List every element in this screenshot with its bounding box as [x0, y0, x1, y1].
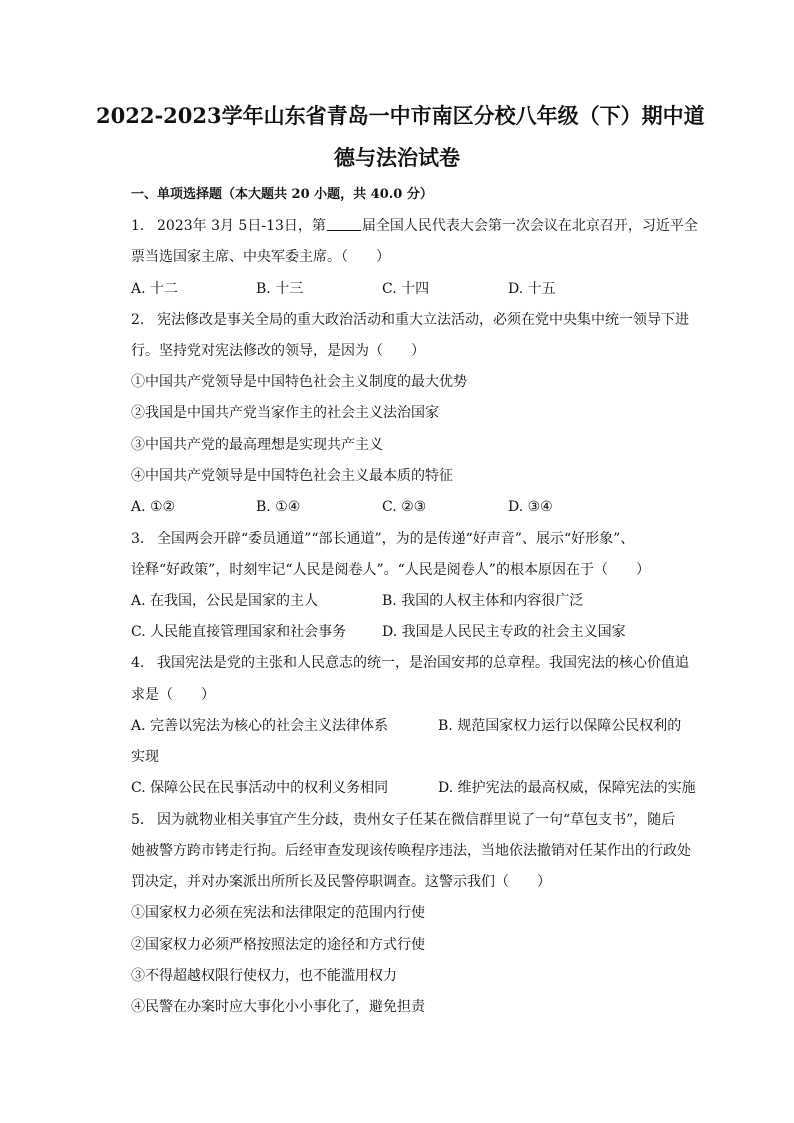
question-4-option-c: C. 保障公民在民事活动中的权利义务相同 [131, 780, 389, 796]
question-4-line-2: 求是（ ） [131, 687, 215, 703]
question-3-line-2: 诠释“好政策”，时刻牢记“人民是阅卷人”。“人民是阅卷人”的根本原因在于（ ） [131, 562, 650, 578]
question-3-line-1 [131, 530, 634, 548]
question-4-option-a: A. 完善以宪法为核心的社会主义法律体系 [131, 718, 389, 734]
question-1-option-d: D. 十五 [508, 281, 556, 297]
question-2-option-b: B. ①④ [256, 499, 301, 515]
question-1-line-2: 票当选国家主席、中央军委主席。（ ） [131, 249, 390, 265]
question-3-option-b: B. 我国的人权主体和内容很广泛 [382, 593, 584, 609]
section-heading: 一、单项选择题（本大题共 20 小题，共 40.0 分） [131, 187, 433, 202]
question-1-stem-part-2: 届全国人民代表大会第一次会议在北京召开，习近平全 [361, 218, 698, 234]
question-1-number: 1. [131, 218, 145, 234]
question-5-stem-part-1: 因为就物业相关事宜产生分歧，贵州女子任某在微信群里说了一句“草包支书”，随后 [157, 812, 676, 828]
question-3-option-a: A. 在我国，公民是国家的主人 [131, 593, 319, 609]
exam-title-line2: 德与法治试卷 [334, 145, 460, 170]
question-3-option-d: D. 我国是人民民主专政的社会主义国家 [382, 624, 626, 640]
question-1-option-a: A. 十二 [131, 281, 179, 297]
question-2-item-1: ①中国共产党领导是中国特色社会主义制度的最大优势 [131, 374, 467, 390]
answer-blank [327, 217, 361, 231]
question-5-line-2: 她被警方跨市铐走行拘。后经审查发现该传唤程序违法，当地依法撤销对任某作出的行政处 [131, 843, 691, 859]
question-1-stem-part-1: 2023年 3月 5日-13日，第 [157, 218, 326, 234]
question-2-line-2: 行。坚持党对宪法修改的领导，是因为（ ） [131, 343, 425, 359]
question-2-stem-part-1: 宪法修改是事关全局的重大政治活动和重大立法活动，必须在党中央集中统一领导下进 [157, 312, 689, 328]
question-2-option-a: A. ①② [131, 499, 176, 515]
question-3-number: 3. [131, 531, 145, 547]
question-1-line-1 [131, 217, 698, 235]
question-2-option-c: C. ②③ [382, 499, 427, 515]
question-2-number: 2. [131, 312, 145, 328]
question-1-option-b: B. 十三 [256, 281, 304, 297]
question-4-option-b: B. 规范国家权力运行以保障公民权利的 [438, 718, 682, 734]
question-5-line-1 [131, 811, 675, 829]
question-3-option-c: C. 人民能直接管理国家和社会事务 [131, 624, 347, 640]
question-5-number: 5. [131, 812, 145, 828]
question-2-line-1 [131, 311, 689, 329]
question-4-stem-part-1: 我国宪法是党的主张和人民意志的统一，是治国安邦的总章程。我国宪法的核心价值追 [157, 655, 689, 671]
question-4-number: 4. [131, 655, 145, 671]
question-4-option-d: D. 维护宪法的最高权威，保障宪法的实施 [438, 780, 696, 796]
question-2-option-d: D. ③④ [508, 499, 553, 515]
question-5-item-2: ②国家权力必须严格按照法定的途径和方式行使 [131, 937, 425, 953]
question-4-line-1 [131, 654, 689, 672]
question-5-item-4: ④民警在办案时应大事化小小事化了，避免担责 [131, 999, 425, 1015]
question-1-option-c: C. 十四 [382, 281, 430, 297]
question-2-item-2: ②我国是中国共产党当家作主的社会主义法治国家 [131, 405, 439, 421]
exam-title-line1: 2022-2023学年山东省青岛一中市南区分校八年级（下）期中道 [96, 103, 705, 128]
question-3-stem-part-1: 全国两会开辟“委员通道”“部长通道”，为的是传递“好声音”、展示“好形象”、 [157, 531, 635, 547]
question-5-line-3: 罚决定，并对办案派出所所长及民警停职调查。这警示我们（ ） [131, 874, 551, 890]
question-5-item-1: ①国家权力必须在宪法和法律限定的范围内行使 [131, 905, 425, 921]
question-5-item-3: ③不得超越权限行使权力，也不能滥用权力 [131, 968, 397, 984]
question-2-item-3: ③中国共产党的最高理想是实现共产主义 [131, 437, 383, 453]
question-4-option-b-continued: 实现 [131, 749, 159, 765]
question-2-item-4: ④中国共产党领导是中国特色社会主义最本质的特征 [131, 468, 453, 484]
